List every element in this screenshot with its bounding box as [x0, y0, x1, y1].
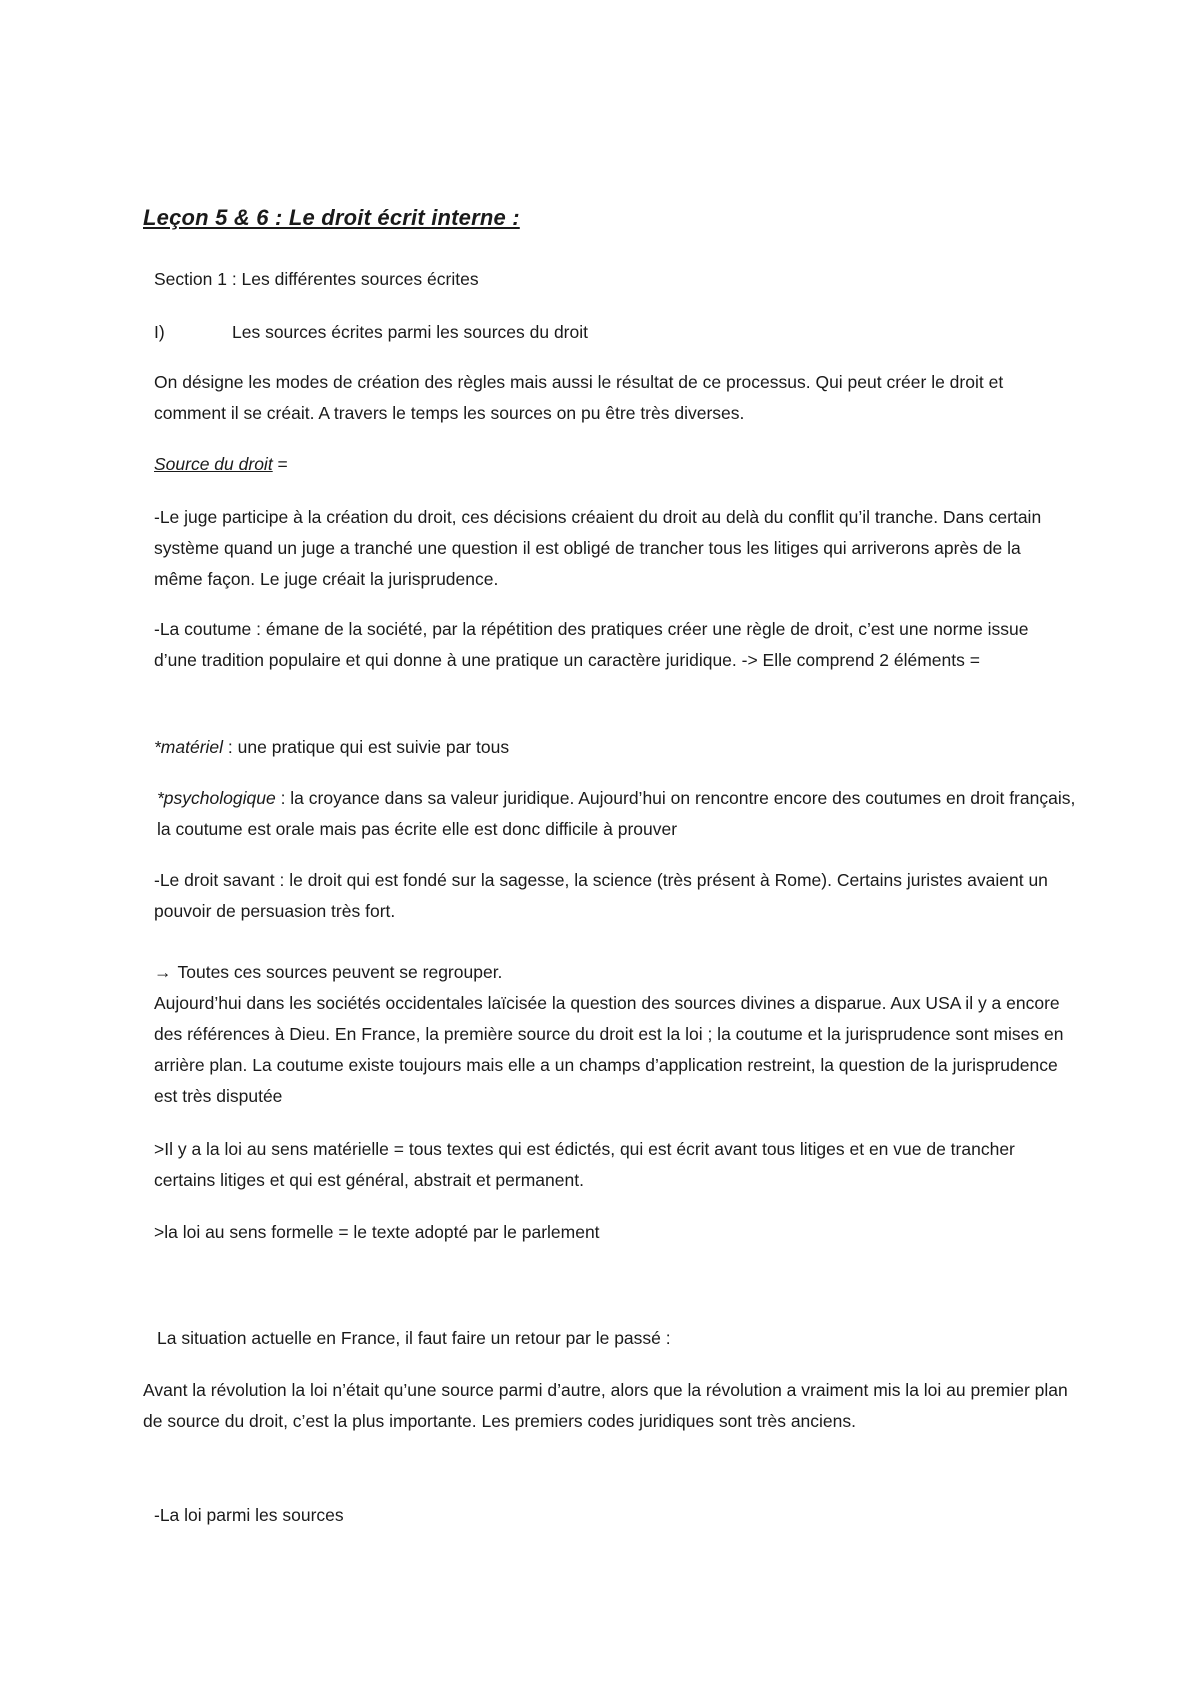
materiel-text: : une pratique qui est suivie par tous — [223, 737, 510, 757]
section-heading: Section 1 : Les différentes sources écrites — [154, 269, 479, 289]
paragraph-juge: -Le juge participe à la création du droit, ces décisions créaient du droit au delà du conflit qu’il tranche. Dans certain système quand un juge a tranché une question il est obligé de trancher tous les litiges qui arriverons après de la même façon. Le juge créait la jurisprudence. — [154, 507, 1042, 589]
subsection-heading — [154, 317, 1074, 348]
paragraph-situation: La situation actuelle en France, il faut faire un retour par le passé : — [157, 1328, 671, 1348]
psycho-text: : la croyance dans sa valeur juridique. Aujourd’hui on rencontre encore des coutumes en droit français, la coutume est orale mais pas écrite elle est donc difficile à prouver — [157, 788, 1076, 839]
materiel-label: *matériel — [154, 737, 224, 757]
paragraph-loi-sources: -La loi parmi les sources — [154, 1505, 344, 1525]
paragraph-regroupement — [154, 957, 1074, 988]
page-title: Leçon 5 & 6 : Le droit écrit interne : — [143, 205, 520, 230]
bullet-psychologique — [157, 783, 1077, 845]
arrow-right-icon: → — [154, 962, 172, 982]
regroup-text: Toutes ces sources peuvent se regrouper. — [177, 962, 503, 982]
paragraph-loi-materielle: >Il y a la loi au sens matérielle = tous textes qui est édictés, qui est écrit avant tous litiges et en vue de trancher certains litiges et qui est général, abstrait et permanent. — [154, 1139, 1015, 1190]
paragraph-revolution: Avant la révolution la loi n’était qu’une source parmi d’autre, alors que la révolution a vraiment mis la loi au premier plan de source du droit, c’est la plus importante. Les premiers codes juridiques sont très anciens. — [143, 1380, 1068, 1431]
psycho-label: *psychologique — [157, 788, 276, 808]
paragraph-droit-savant: -Le droit savant : le droit qui est fondé sur la sagesse, la science (très présent à Rome). Certains juristes avaient un pouvoir de persuasion très fort. — [154, 870, 1048, 921]
bullet-materiel — [154, 732, 1074, 763]
source-definition-line — [154, 449, 1074, 480]
source-suffix: = — [272, 454, 288, 474]
source-label: Source du droit — [154, 454, 273, 474]
subsection-numeral: I) — [154, 322, 165, 342]
paragraph-aujourdhui: Aujourd’hui dans les sociétés occidentales laïcisée la question des sources divines a disparue. Aux USA il y a encore des références à Dieu. En France, la première source du droit est la loi ; la coutume et la jurisprudence sont mises en arrière plan. La coutume existe toujours mais elle a un champs d’application restreint, la question de la jurisprudence est très disputée — [154, 993, 1064, 1106]
paragraph-coutume: -La coutume : émane de la société, par la répétition des pratiques créer une règle de droit, c’est une norme issue d’une tradition populaire et qui donne à une pratique un caractère juridique. -> Elle comprend 2 éléments = — [154, 619, 1029, 670]
paragraph-loi-formelle: >la loi au sens formelle = le texte adopté par le parlement — [154, 1222, 600, 1242]
subsection-text: Les sources écrites parmi les sources du droit — [232, 322, 588, 342]
paragraph-intro: On désigne les modes de création des règles mais aussi le résultat de ce processus. Qui peut créer le droit et comment il se créait. A travers le temps les sources on pu être très diverses. — [154, 372, 1004, 423]
